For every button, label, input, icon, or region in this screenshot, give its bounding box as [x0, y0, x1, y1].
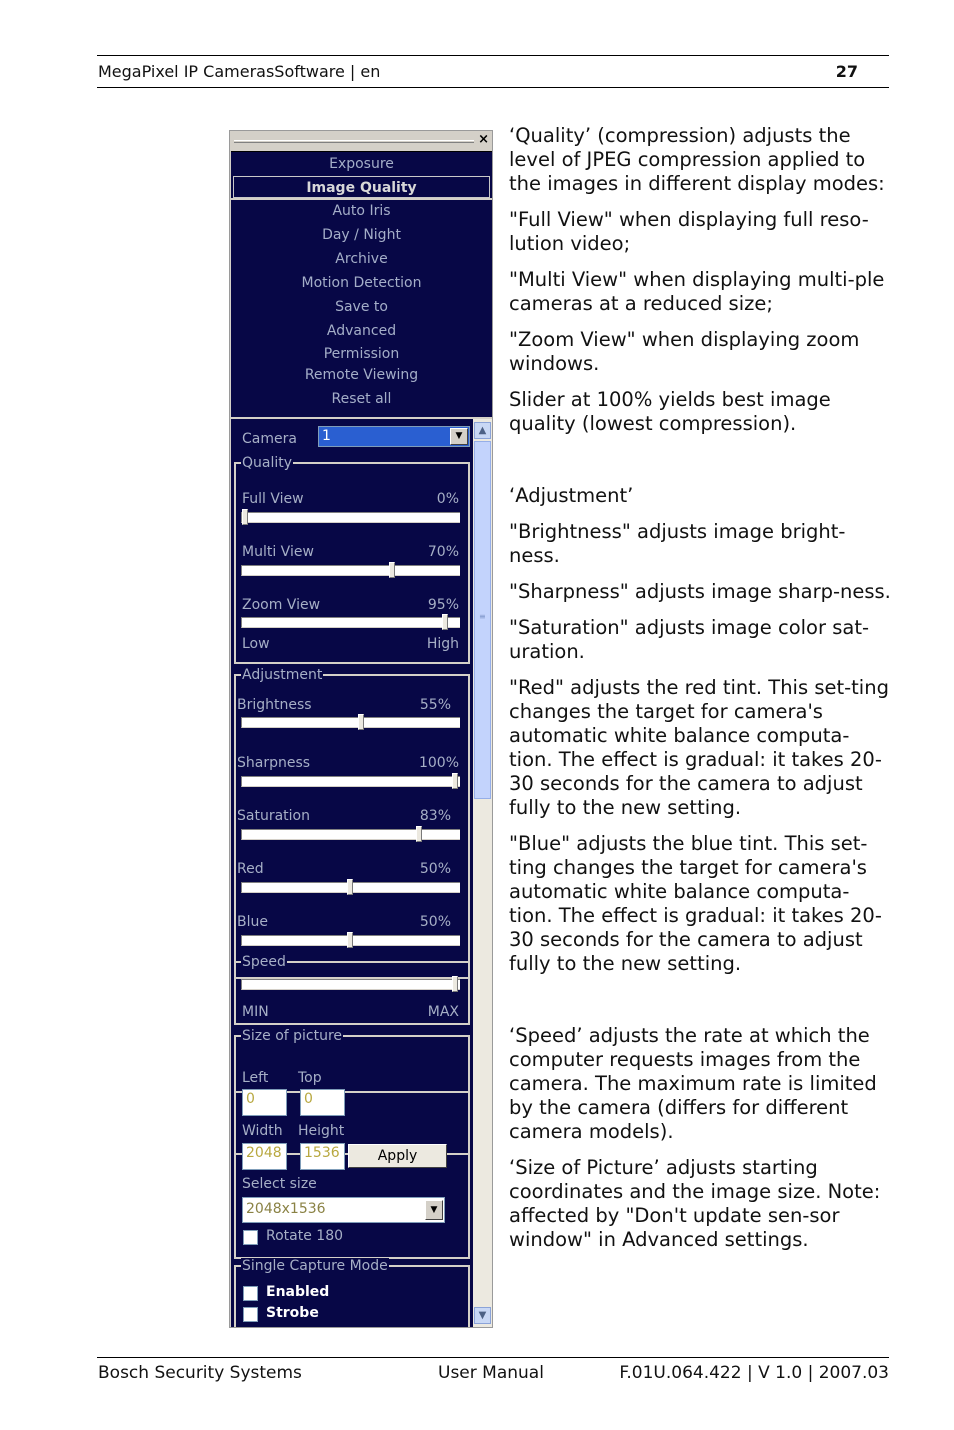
- zoom-view-slider[interactable]: [241, 617, 460, 628]
- page-number: 27: [835, 62, 858, 81]
- menu-item-day-night[interactable]: Day / Night: [322, 227, 401, 243]
- sharpness-slider[interactable]: [241, 776, 460, 787]
- adjustment-group-title: Adjustment: [242, 667, 323, 683]
- paragraph-full-view: "Full View" when displaying full reso-lution video;: [509, 208, 869, 255]
- description-column: [509, 124, 891, 1264]
- height-label: Height: [298, 1123, 345, 1139]
- width-field[interactable]: [242, 1143, 287, 1170]
- strobe-label: Strobe: [266, 1305, 319, 1321]
- brightness-thumb[interactable]: [358, 714, 364, 730]
- header-title: MegaPixel IP CamerasSoftware | en: [98, 62, 381, 81]
- left-field[interactable]: [242, 1089, 287, 1116]
- top-field[interactable]: [300, 1089, 345, 1116]
- settings-menu: [231, 151, 492, 417]
- red-value: 50%: [419, 861, 451, 877]
- quality-group-title: Quality: [242, 455, 293, 471]
- zoom-view-value: 95%: [427, 597, 459, 613]
- speed-group-title: Speed: [242, 954, 286, 970]
- saturation-label: Saturation: [237, 808, 310, 824]
- max-label: MAX: [427, 1004, 459, 1020]
- select-size-value: 2048x1536: [246, 1201, 326, 1217]
- blue-thumb[interactable]: [347, 932, 353, 948]
- multi-view-slider[interactable]: [241, 565, 460, 576]
- multi-view-value: 70%: [427, 544, 459, 560]
- menu-item-archive[interactable]: Archive: [335, 251, 388, 267]
- select-size-dropdown[interactable]: [242, 1197, 445, 1223]
- paragraph-speed: ‘Speed’ adjusts the rate at which the computer requests images from the camera. The maximum rate is limited by the camera (differs for different camera models).: [509, 1024, 877, 1143]
- speed-thumb[interactable]: [452, 976, 458, 992]
- spacer: [509, 988, 891, 1024]
- paragraph-adjustment: ‘Adjustment’: [509, 484, 634, 507]
- menu-item-motion-detection[interactable]: Motion Detection: [301, 275, 422, 291]
- size-group-title: Size of picture: [242, 1028, 343, 1044]
- apply-button[interactable]: Apply: [348, 1144, 447, 1168]
- top-label: Top: [298, 1070, 322, 1086]
- zoom-view-thumb[interactable]: [442, 614, 448, 630]
- chevron-down-icon[interactable]: ▼: [450, 428, 468, 445]
- footer-doc-type: User Manual: [438, 1363, 544, 1383]
- scrollbar-thumb[interactable]: [474, 441, 491, 799]
- low-label: Low: [242, 636, 270, 652]
- titlebar-grip: [234, 140, 474, 143]
- zoom-view-label: Zoom View: [242, 597, 321, 613]
- enabled-label: Enabled: [266, 1284, 330, 1300]
- width-field-value: 2048: [246, 1145, 282, 1161]
- red-label: Red: [237, 861, 264, 877]
- paragraph-zoom-view: "Zoom View" when displaying zoom windows.: [509, 328, 860, 375]
- full-view-label: Full View: [242, 491, 304, 507]
- blue-value: 50%: [419, 914, 451, 930]
- rotate-180-label: Rotate 180: [266, 1228, 344, 1244]
- left-label: Left: [242, 1070, 269, 1086]
- paragraph-blue: "Blue" adjusts the blue tint. This set-ting changes the target for camera's automatic white balance computa-tion. The effect is gradual: it takes 20-30 seconds for the camera to adjust fully to the new setting.: [509, 832, 882, 975]
- menu-item-exposure[interactable]: Exposure: [329, 156, 394, 172]
- capture-group-title: Single Capture Mode: [242, 1258, 388, 1274]
- saturation-thumb[interactable]: [416, 826, 422, 842]
- height-field[interactable]: [300, 1143, 345, 1170]
- spacer: [509, 448, 891, 484]
- min-label: MIN: [242, 1004, 269, 1020]
- camera-select[interactable]: [318, 426, 470, 447]
- scroll-down-icon[interactable]: ▼: [474, 1307, 491, 1324]
- paragraph-multi-view: "Multi View" when displaying multi-ple cameras at a reduced size;: [509, 268, 885, 315]
- page-header: [97, 55, 889, 88]
- left-field-value: 0: [246, 1091, 255, 1107]
- width-label: Width: [242, 1123, 283, 1139]
- paragraph-brightness: "Brightness" adjusts image bright-ness.: [509, 520, 846, 567]
- menu-item-advanced[interactable]: Advanced: [326, 323, 397, 339]
- speed-slider[interactable]: [241, 979, 460, 990]
- enabled-checkbox[interactable]: [243, 1286, 258, 1301]
- sharpness-label: Sharpness: [237, 755, 311, 771]
- panel-titlebar[interactable]: [230, 131, 492, 151]
- menu-item-remote-viewing[interactable]: Remote Viewing: [304, 367, 419, 383]
- thumb-grip-icon: ≡: [479, 612, 486, 621]
- menu-item-reset-all[interactable]: Reset all: [331, 391, 392, 407]
- multi-view-label: Multi View: [242, 544, 314, 560]
- brightness-value: 55%: [419, 697, 451, 713]
- scroll-up-icon[interactable]: ▲: [474, 422, 491, 439]
- top-field-value: 0: [304, 1091, 313, 1107]
- brightness-label: Brightness: [237, 697, 312, 713]
- high-label: High: [426, 636, 459, 652]
- select-size-label: Select size: [242, 1176, 317, 1192]
- image-quality-panel: [229, 130, 493, 1328]
- menu-item-auto-iris[interactable]: Auto Iris: [332, 203, 391, 219]
- menu-item-permission[interactable]: Permission: [323, 346, 400, 362]
- rotate-180-checkbox[interactable]: [243, 1230, 258, 1245]
- settings-pane: [231, 419, 473, 1328]
- paragraph-quality: ‘Quality’ (compression) adjusts the level of JPEG compression applied to the images in different display modes:: [509, 124, 885, 195]
- paragraph-saturation: "Saturation" adjusts image color sat-uration.: [509, 616, 869, 663]
- paragraph-red: "Red" adjusts the red tint. This set-ting changes the target for camera's automatic white balance computa-tion. The effect is gradual: it takes 20-30 seconds for the camera to adjust fully to the new setting.: [509, 676, 889, 819]
- camera-label: Camera: [242, 431, 297, 447]
- chevron-down-icon[interactable]: ▼: [425, 1200, 443, 1220]
- page-footer: [97, 1357, 889, 1383]
- panel-scrollbar[interactable]: [473, 419, 492, 1328]
- full-view-value: 0%: [436, 491, 459, 507]
- close-icon[interactable]: ×: [478, 132, 489, 147]
- paragraph-sharpness: "Sharpness" adjusts image sharp-ness.: [509, 580, 891, 603]
- sharpness-value: 100%: [418, 755, 459, 771]
- saturation-value: 83%: [419, 808, 451, 824]
- strobe-checkbox[interactable]: [243, 1307, 258, 1322]
- blue-slider[interactable]: [241, 935, 460, 946]
- paragraph-size: ‘Size of Picture’ adjusts starting coordinates and the image size. Note: affected by "Don't update sen-sor window" in Advanced settings.: [509, 1156, 881, 1251]
- full-view-slider[interactable]: [241, 512, 460, 523]
- menu-item-image-quality[interactable]: Image Quality: [233, 176, 490, 198]
- menu-item-save-to[interactable]: Save to: [335, 299, 388, 315]
- red-thumb[interactable]: [347, 879, 353, 895]
- paragraph-slider-note: Slider at 100% yields best image quality (lowest compression).: [509, 388, 831, 435]
- full-view-thumb[interactable]: [242, 509, 248, 525]
- red-slider[interactable]: [241, 882, 460, 893]
- footer-company: Bosch Security Systems: [98, 1363, 302, 1383]
- sharpness-thumb[interactable]: [452, 773, 458, 789]
- height-field-value: 1536: [304, 1145, 340, 1161]
- saturation-slider[interactable]: [241, 829, 460, 840]
- brightness-slider[interactable]: [241, 717, 460, 728]
- multi-view-thumb[interactable]: [389, 562, 395, 578]
- camera-value: 1: [322, 428, 331, 444]
- footer-doc-id: F.01U.064.422 | V 1.0 | 2007.03: [619, 1363, 889, 1383]
- blue-label: Blue: [237, 914, 268, 930]
